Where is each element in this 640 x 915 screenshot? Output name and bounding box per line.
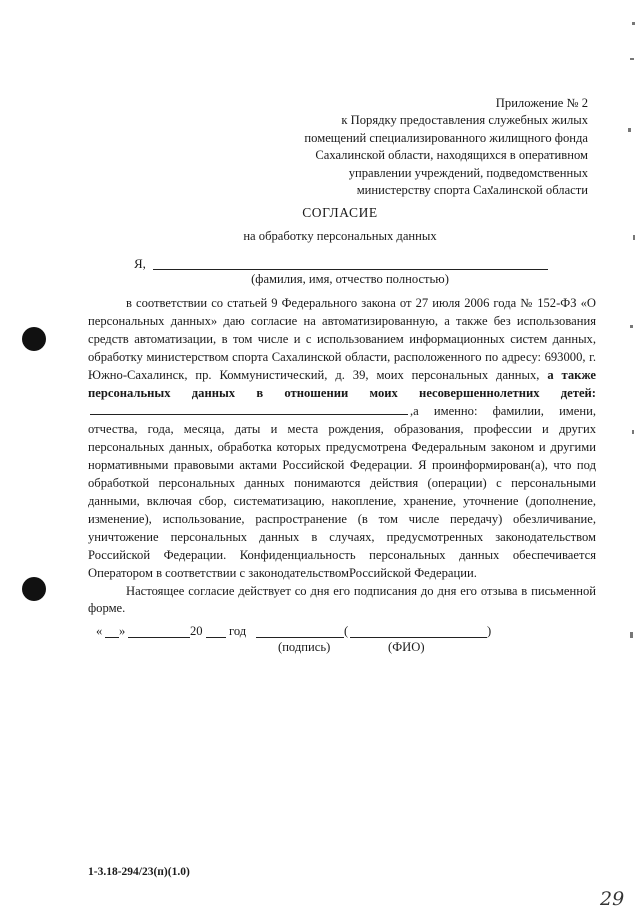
- scan-speck: [632, 22, 635, 25]
- document-title: СОГЛАСИЕ: [302, 205, 378, 220]
- year-field[interactable]: [206, 637, 226, 638]
- appendix-line: к Порядку предоставления служебных жилых: [341, 113, 588, 128]
- scan-speck: [630, 632, 633, 638]
- children-field[interactable]: [90, 402, 408, 415]
- consent-bold-text: а также персональных данных в отношении моих несовершеннолетних детей:: [88, 367, 596, 400]
- punch-hole-bottom: [22, 577, 46, 601]
- page-number: 29: [600, 888, 625, 910]
- appendix-header: [228, 95, 588, 199]
- signature-captions: [0, 640, 640, 660]
- name-paren-open: (: [344, 624, 349, 638]
- consent-paragraph: [88, 295, 596, 583]
- validity-paragraph: Настоящее согласие действует со дня его подписания до дня его отзыва в письменной форме.: [88, 583, 596, 616]
- declarant-prefix: Я,: [134, 256, 146, 271]
- consent-body: [88, 295, 596, 618]
- signature-field[interactable]: [256, 637, 344, 638]
- document-subtitle: на обработку персональных данных: [243, 229, 437, 243]
- appendix-line: Сахалинской области, находящихся в оперативном: [315, 148, 588, 163]
- appendix-line: помещений специализированного жилищного фонда: [304, 130, 588, 145]
- year-prefix: 20: [190, 624, 203, 638]
- document-code: 1-3.18-294/23(п)(1.0): [88, 866, 190, 878]
- signature-caption: (подпись): [278, 640, 331, 654]
- year-word: год: [229, 624, 247, 638]
- scan-speck: [630, 325, 633, 328]
- scan-speck: [628, 128, 631, 132]
- consent-text: в соответствии со статьей 9 Федерального закона от 27 июля 2006 года № 152-ФЗ «О персональных данных» даю согласие на автоматизированную, а также без использования средств автоматизации, в том числе и с использованием информационных систем данных, обработку министерством спорта Сахалинской области, расположенного по адресу: 693000, г. Южно-Сахалинск, пр. Коммунистический, д. 39, моих персональных данных,: [88, 296, 596, 382]
- name-paren-close: ): [487, 624, 492, 638]
- full-name-field[interactable]: [350, 637, 487, 638]
- consent-text-suffix: ,а: [410, 404, 419, 419]
- month-field[interactable]: [128, 637, 190, 638]
- day-field[interactable]: [105, 637, 119, 638]
- punch-hole-top: [22, 327, 46, 351]
- appendix-line: Приложение № 2: [495, 96, 588, 110]
- consent-text: именно: фамилии, имени, отчества, года, месяца, даты и места рождения, образования, профессии и других персональных данных, обработка которых предусмотрена Федеральным законом и другими нормативными правовыми актами Российской Федерации. Я проинформирован(а), что под обработкой персональных данных понимаются действия (операции) с персональными данными, включая сбор, систематизацию, накопление, хранение, уточнение (дополнение, изменение), использование, распространение (в том числе передачу) обезличивание, уничтожение персональных данных в случаях, предусмотренных законодательством Российской Федерации. Конфиденциальность персональных данных обеспечивается Оператором в соответствии с законодательствомРоссийской Федерации.: [88, 404, 596, 580]
- date-quote-close: »: [119, 624, 126, 638]
- declarant-name-field[interactable]: [153, 269, 548, 270]
- scan-speck: [632, 430, 634, 434]
- appendix-line: министерству спорта Сахалинской области: [356, 183, 588, 198]
- appendix-line: управлении учреждений, подведомственных: [348, 165, 588, 180]
- date-quote-open: «: [96, 624, 103, 638]
- name-caption: (ФИО): [388, 640, 425, 654]
- declarant-hint: (фамилия, имя, отчество полностью): [251, 272, 449, 286]
- scan-speck: [630, 58, 634, 60]
